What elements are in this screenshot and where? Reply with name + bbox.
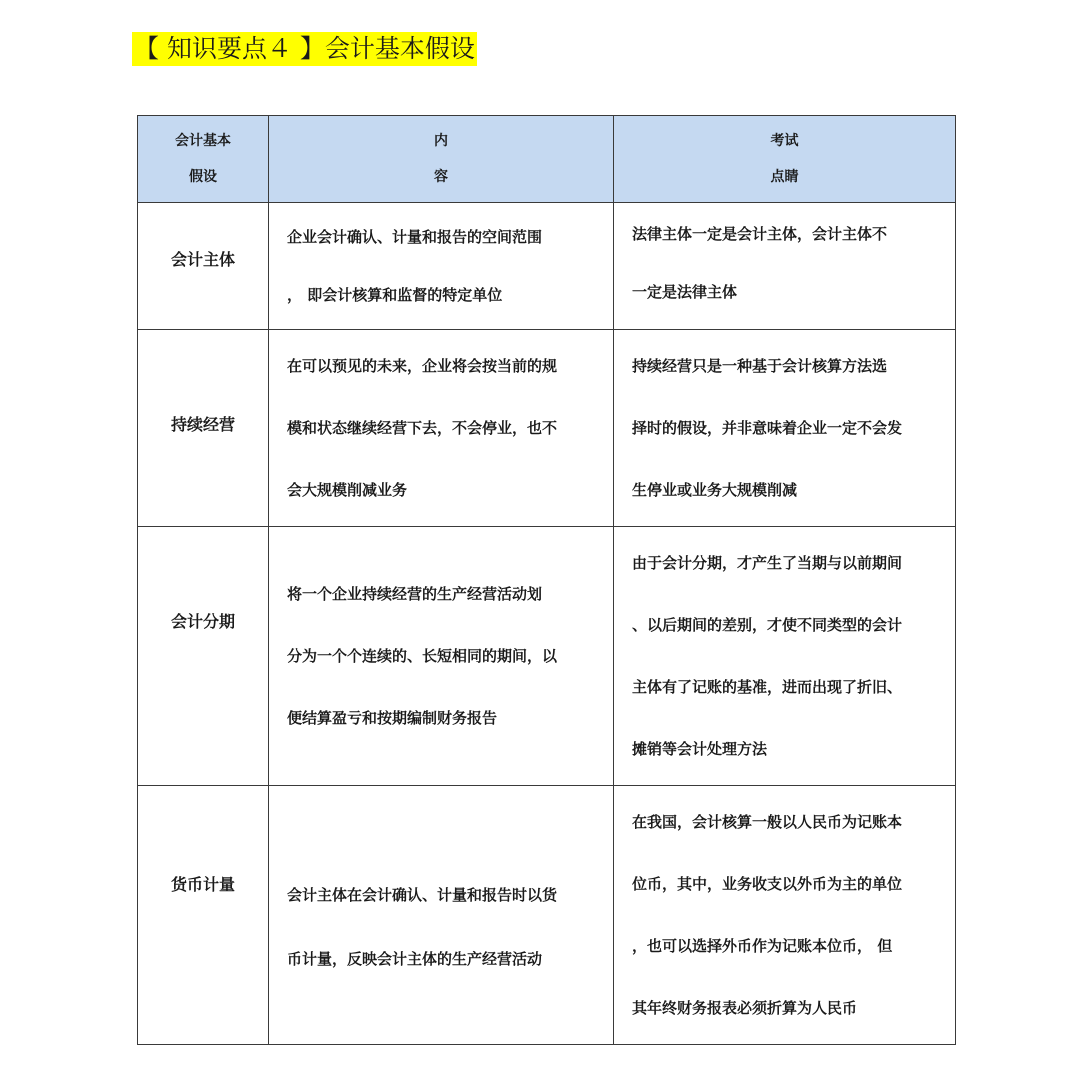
row-note-cell: 由于会计分期，才产生了当期与以前期间 、以后期间的差别，才使不同类型的会计 主体有了记账的基准，进而出现了折旧、 摊销等会计处理方法 <box>614 527 956 786</box>
row-content-cell: 企业会计确认、计量和报告的空间范围 ， 即会计核算和监督的特定单位 <box>269 203 614 330</box>
section-heading: 【 知识要点４ 】会计基本假设 <box>132 32 477 66</box>
row-name: 持续经营 <box>170 415 235 434</box>
row-name-cell <box>138 527 269 786</box>
row-name: 会计分期 <box>170 612 235 631</box>
assumptions-table <box>137 115 956 1045</box>
row-name: 会计主体 <box>170 250 235 269</box>
row-note-cell: 法律主体一定是会计主体，会计主体不 一定是法律主体 <box>614 203 956 330</box>
row-name-cell <box>138 786 269 1045</box>
row-note-cell: 持续经营只是一种基于会计核算方法选 择时的假设，并非意味着企业一定不会发 生停业或业务大规模削减 <box>614 330 956 527</box>
table-row <box>138 786 956 1045</box>
row-name: 货币计量 <box>170 875 235 894</box>
table-row <box>138 330 956 527</box>
table-row <box>138 527 956 786</box>
header-assumption: 会计基本 假设 <box>138 116 269 203</box>
header-content: 内 容 <box>269 116 614 203</box>
header-exam-note: 考试 点睛 <box>614 116 956 203</box>
row-content-cell: 在可以预见的未来，企业将会按当前的规 模和状态继续经营下去，不会停业，也不 会大规模削减业务 <box>269 330 614 527</box>
row-name-cell <box>138 330 269 527</box>
row-content-cell: 将一个企业持续经营的生产经营活动划 分为一个个连续的、长短相同的期间，以 便结算盈亏和按期编制财务报告 <box>269 527 614 786</box>
row-note-cell: 在我国，会计核算一般以人民币为记账本 位币，其中，业务收支以外币为主的单位 ，也可以选择外币作为记账本位币， 但 其年终财务报表必须折算为人民币 <box>614 786 956 1045</box>
row-content-cell: 会计主体在会计确认、计量和报告时以货 币计量，反映会计主体的生产经营活动 <box>269 786 614 1045</box>
row-name-cell <box>138 203 269 330</box>
table-header-row <box>138 116 956 203</box>
table-row <box>138 203 956 330</box>
